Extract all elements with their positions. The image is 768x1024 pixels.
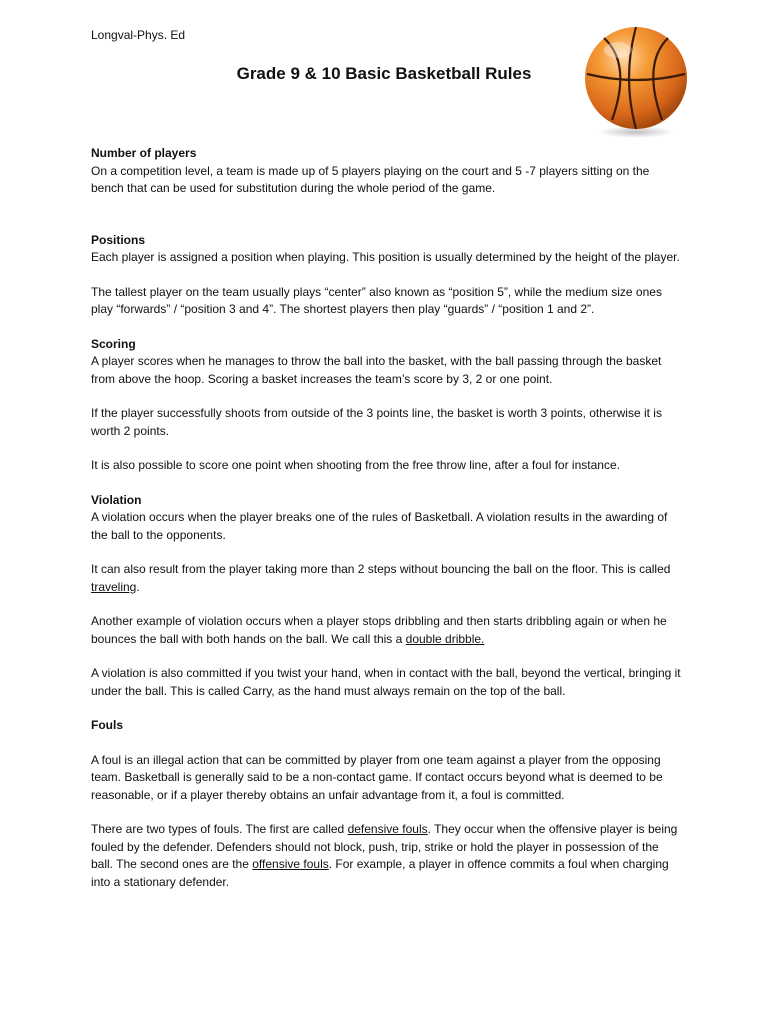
paragraph: A player scores when he manages to throw the ball into the basket, with the ball passing through the basket from above the hoop. Scoring a basket increases the team’s score by 3, 2 or one point.: [91, 354, 662, 386]
paragraph-text: There are two types of fouls. The first are called: [91, 822, 348, 836]
section-heading: Fouls: [91, 718, 123, 732]
paragraph: [91, 613, 683, 648]
paragraph: If the player successfully shoots from outside of the 3 points line, the basket is worth 3 points, otherwise it is worth 2 points.: [91, 406, 662, 438]
paragraph-text: Another example of violation occurs when a player stops dribbling and then starts dribbling again or when he bounces the ball with both hands on the ball. We call this a: [91, 614, 667, 646]
term-defensive-fouls: defensive fouls: [347, 822, 428, 836]
paragraph: On a competition level, a team is made up of 5 players playing on the court and 5 -7 players sitting on the bench that can be used for substitution during the whole period of the game.: [91, 163, 650, 195]
section-number-of-players: [91, 145, 683, 198]
section-heading: Positions: [91, 232, 146, 247]
paragraph: [91, 821, 683, 891]
section-positions: [91, 232, 683, 319]
paragraph: [91, 561, 683, 596]
term-double-dribble: double dribble.: [405, 631, 485, 646]
paragraph-text: .: [136, 579, 140, 594]
paragraph: It is also possible to score one point when shooting from the free throw line, after a foul for instance.: [91, 458, 620, 472]
section-heading: Scoring: [91, 336, 136, 351]
basketball-icon: [582, 24, 690, 140]
paragraph-text: . For example, a player in offence commits a foul when charging into a stationary defender.: [91, 857, 669, 889]
document-body: [91, 145, 683, 908]
paragraph-text: It can also result from the player taking more than 2 steps without bouncing the ball on the floor. This is called: [91, 562, 671, 576]
term-traveling: traveling: [91, 579, 137, 594]
paragraph: Each player is assigned a position when playing. This position is usually determined by the height of the player.: [91, 250, 680, 264]
section-scoring: [91, 336, 683, 475]
header-label: Longval-Phys. Ed: [91, 28, 186, 42]
paragraph: A violation occurs when the player breaks one of the rules of Basketball. A violation results in the awarding of the ball to the opponents.: [91, 510, 668, 542]
term-offensive-fouls: offensive fouls: [252, 857, 329, 871]
paragraph: A violation is also committed if you twist your hand, when in contact with the ball, beyond the vertical, bringing it under the ball. This is called Carry, as the hand must always remain on the top of the ball.: [91, 666, 681, 698]
section-heading: Violation: [91, 492, 142, 507]
section-violation: [91, 492, 683, 701]
section-fouls: [91, 717, 683, 891]
paragraph-text: . They occur when the offensive player is being fouled by the defender. Defenders should not block, push, trip, strike or hold the player in possession of the ball. The second ones are the: [91, 822, 678, 871]
page-title: Grade 9 & 10 Basic Basketball Rules: [236, 64, 532, 83]
paragraph: The tallest player on the team usually plays “center” also known as “position 5”, while the medium size ones play “forwards” / “position 3 and 4”. The shortest players then play “guards” / “position 1 and 2”.: [91, 284, 662, 316]
section-heading: Number of players: [91, 146, 197, 160]
paragraph: A foul is an illegal action that can be committed by player from one team against a player from the opposing team. Basketball is generally said to be a non-contact game. If contact occurs beyond what is deemed to be reasonable, or if a player thereby obtains an unfair advantage from it, a foul is committed.: [91, 752, 663, 802]
